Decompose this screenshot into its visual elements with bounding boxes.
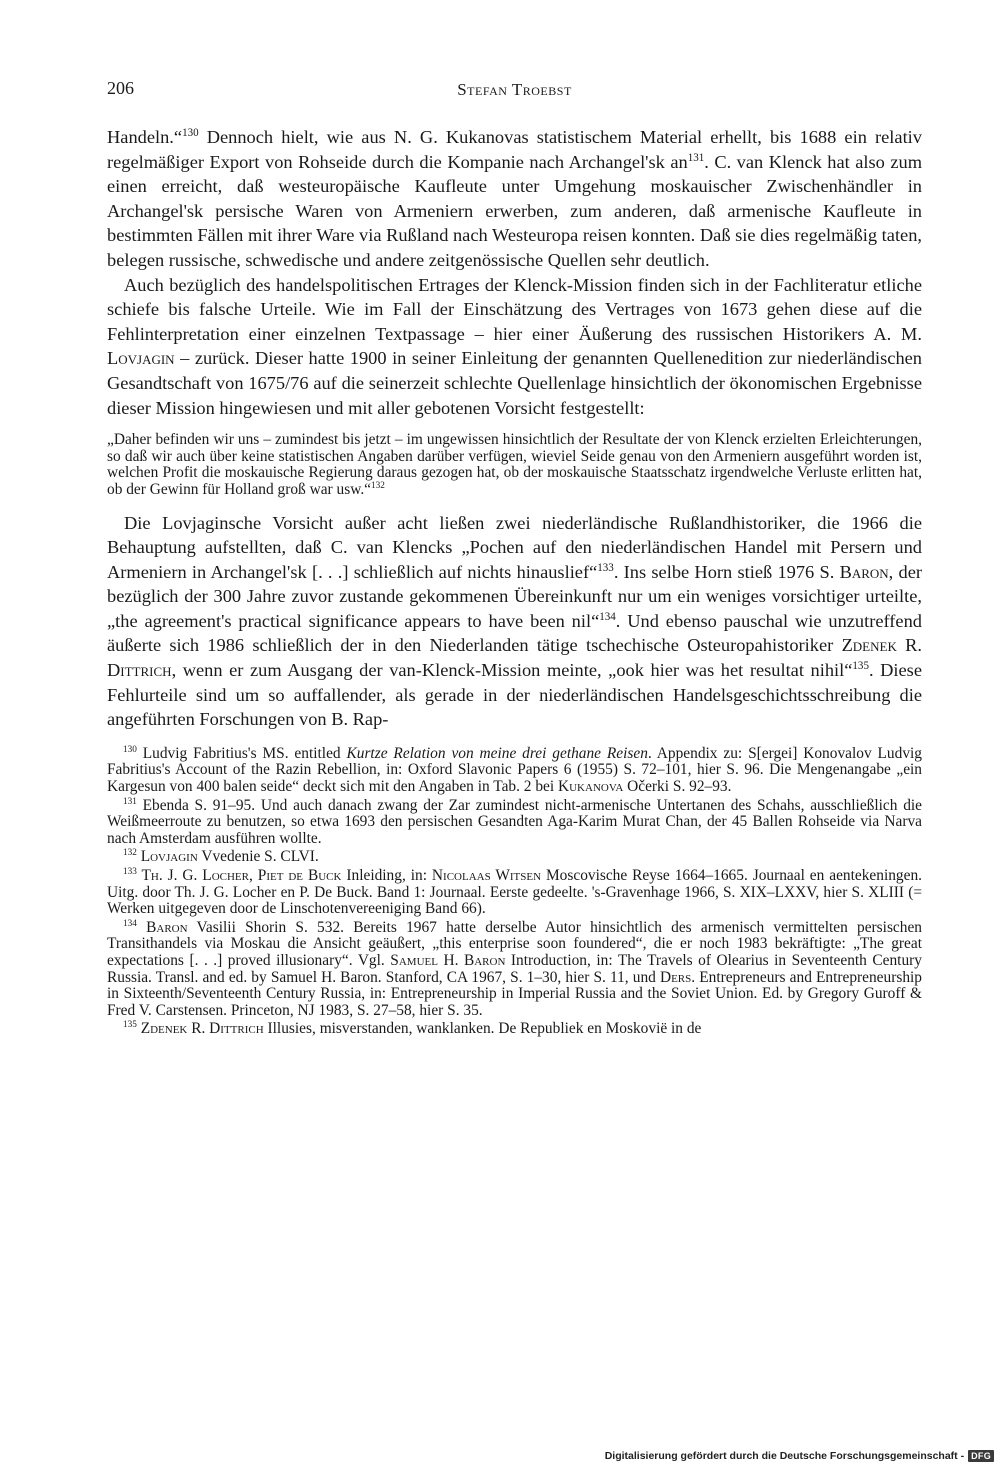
footnote-ref-132[interactable]: 132 [371,479,385,490]
footnote-ref-134[interactable]: 134 [599,610,616,623]
digitization-credit [605,1450,994,1462]
paragraph-3: Die Lovjaginsche Vorsicht außer acht ließen zwei niederländische Rußlandhistoriker, die 1966 die Behauptung aufstellten, daß C. van Klencks „Pochen auf den niederländischen Handel mit Persern und Armeniern in Archangel'sk [. . .] schließlich auf nichts hinauslief“$^{133}$. Ins selbe Horn stieß 1976 S. Baron, der bezüglich der 300 Jahre zuvor zustande gekommenen Übereinkunft nur um ein weniges vorsichtiger urteilte, „the agreement's practical significance appears to have been nil“$^{134}$. Und ebenso pauschal wie unzutreffend äußerte sich 1986 schließlich der in den Niederlanden tätige tschechische Osteuropahistoriker Zdenek R. Dittrich, wenn er zum Ausgang der van-Klenck-Mission meinte, „ook hier was het resultat nihil“$^{135}$. Diese Fehlurteile sind um so auffallender, als gerade in der niederländischen Handelsgeschichtsschreibung die angeführten Forschungen von B. Rap- [107,512,923,730]
footnote-133: $^{133}$ Th. J. G. Locher, Piet de Buck Inleiding, in: Nicolaas Witsen Moscovische Reyse 1664–1665. Journaal en aentekeningen. Uitg. door Th. J. G. Locher en P. De Buck. Band 1: Journaal. Eerste gedeelte. 's-Gravenhage 1966, S. XIX–LXXV, hier S. XLIII (= Werken uitgegeven door de Linschotenvereeniging Band 66). [107,865,922,918]
footnote-134: $^{134}$ Baron Vasilii Shorin S. 532. Bereits 1967 hatte derselbe Autor hinsichtlich des armenisch vermittelten persischen Transithandels via Moskau die Ansicht geäußert, „this enterprise soon foundered“, die er noch 1983 bekräftigte: „The great expectations [. . .] proved illusionary“. Vgl. Samuel H. Baron Introduction, in: The Travels of Olearius in Seventeenth Century Russia. Transl. and ed. by Samuel H. Baron. Stanford, CA 1967, S. 1–30, hier S. 11, und Ders. Entrepreneurs and Entrepreneurship in Sixteenth/Seventeenth Century Russia, in: Entrepreneurship in Imperial Russia and the Soviet Union. Ed. by Gregory Guroff & Fred V. Carstensen. Princeton, NJ 1983, S. 27–58, hier S. 35. [107,917,922,1019]
footnote-ref-131[interactable]: 131 [687,151,705,164]
footnote-135: $^{135}$ Zdenek R. Dittrich Illusies, misverstanden, wanklanken. De Republiek en Moskovië in de [123,1019,702,1038]
author-name: Baron [839,561,889,582]
footnote-ref-135[interactable]: 135 [852,659,869,672]
paragraph-2: Auch bezüglich des handelspolitischen Ertrages der Klenck-Mission finden sich in der Fachliteratur etliche schiefe bis falsche Urteile. Wie im Fall der Einschätzung des Vertrages von 1673 gehen diese auf die Fehlinterpretation einer einzelnen Textpassage – hier einer Äußerung des russischen Historikers A. M. Lovjagin – zurück. Dieser hatte 1900 in seiner Einleitung der genannten Quellenedition zur niederländischen Gesandtschaft von 1675/76 auf die seinerzeit schlechte Quellenlage hinsichtlich der ökonomischen Ergebnisse dieser Mission hingewiesen und mit aller gebotenen Vorsicht festgestellt: [107,274,922,418]
credit-text: Digitalisierung gefördert durch die Deutsche Forschungsgemeinschaft - [604,1450,965,1462]
dfg-logo-icon: DFG [968,1450,994,1462]
author-name: Lovjagin [107,348,175,369]
footnote-132: $^{132}$ Lovjagin Vvedenie S. CLVI. [123,847,319,866]
footnote-ref-133[interactable]: 133 [597,561,614,574]
block-quote: „Daher befinden wir uns – zumindest bis jetzt – im ungewissen hinsichtlich der Resultate der von Klenck erzielten Erleichterungen, so daß wir auch über keine statistischen Angaben darüber verfügen, wieviel Seide genau von den Armeniern ausgeführt worden ist, welchen Profit die moskauische Regierung daraus gezogen hat, ob der moskauische Staatsschatz irgendwelche Verluste erlitten hat, ob der Gewinn für Holland groß war usw.“$^{132}$ [107,431,922,498]
page-header [107,78,922,108]
page [107,78,922,1040]
footnote-ref-130[interactable]: 130 [182,126,199,139]
paragraph-1: Handeln.“$^{130}$ Dennoch hielt, wie aus N. G. Kukanovas statistischem Material erhellt, bis 1688 ein relativ regelmäßiger Export von Rohseide durch die Kompanie nach Archangel'sk an$^{131}$. C. van Klenck hat also zum einen erreicht, daß westeuropäische Kaufleute unter Umgehung moskauischer Zwischenhändler in Archangel'sk persische Waren von Armeniern erwerben, zum anderen, daß armenische Kaufleute in bestimmten Fällen mit ihrer Ware via Rußland nach Westeuropa reisen konnten. Daß sie dies regelmäßig taten, belegen russische, schwedische und andere zeitgenössische Quellen sehr deutlich. [107,126,923,270]
page-number: 206 [107,78,134,98]
footnotes [107,743,922,1038]
body-text [107,125,922,732]
footnote-130: $^{130}$ Ludvig Fabritius's MS. entitled Kurtze Relation von meine drei gethane Reisen. Appendix zu: S[ergei] Konovalov Ludvig Fabritius's Account of the Razin Rebellion, in: Oxford Slavonic Papers 6 (1955) S. 72–101, hier S. 96. Die Mengenangabe „ein Kargesun von 400 balen seide“ deckt sich mit den Angaben in Tab. 2 bei Kukanova Očerki S. 92–93. [107,743,922,796]
footnote-131: $^{131}$ Ebenda S. 91–95. Und auch danach zwang der Zar zumindest nicht-armenische Untertanen des Schahs, ausschließlich die Weißmeerroute zu benutzen, so etwa 1693 den persischen Gesandten Aga-Karim Murat Chan, der 45 Ballen Rohseide via Narva nach Amsterdam ausführen wollte. [107,795,922,847]
author-name: Zdenek R. Dittrich [107,635,922,681]
running-head: Stefan Troebst [457,80,572,99]
